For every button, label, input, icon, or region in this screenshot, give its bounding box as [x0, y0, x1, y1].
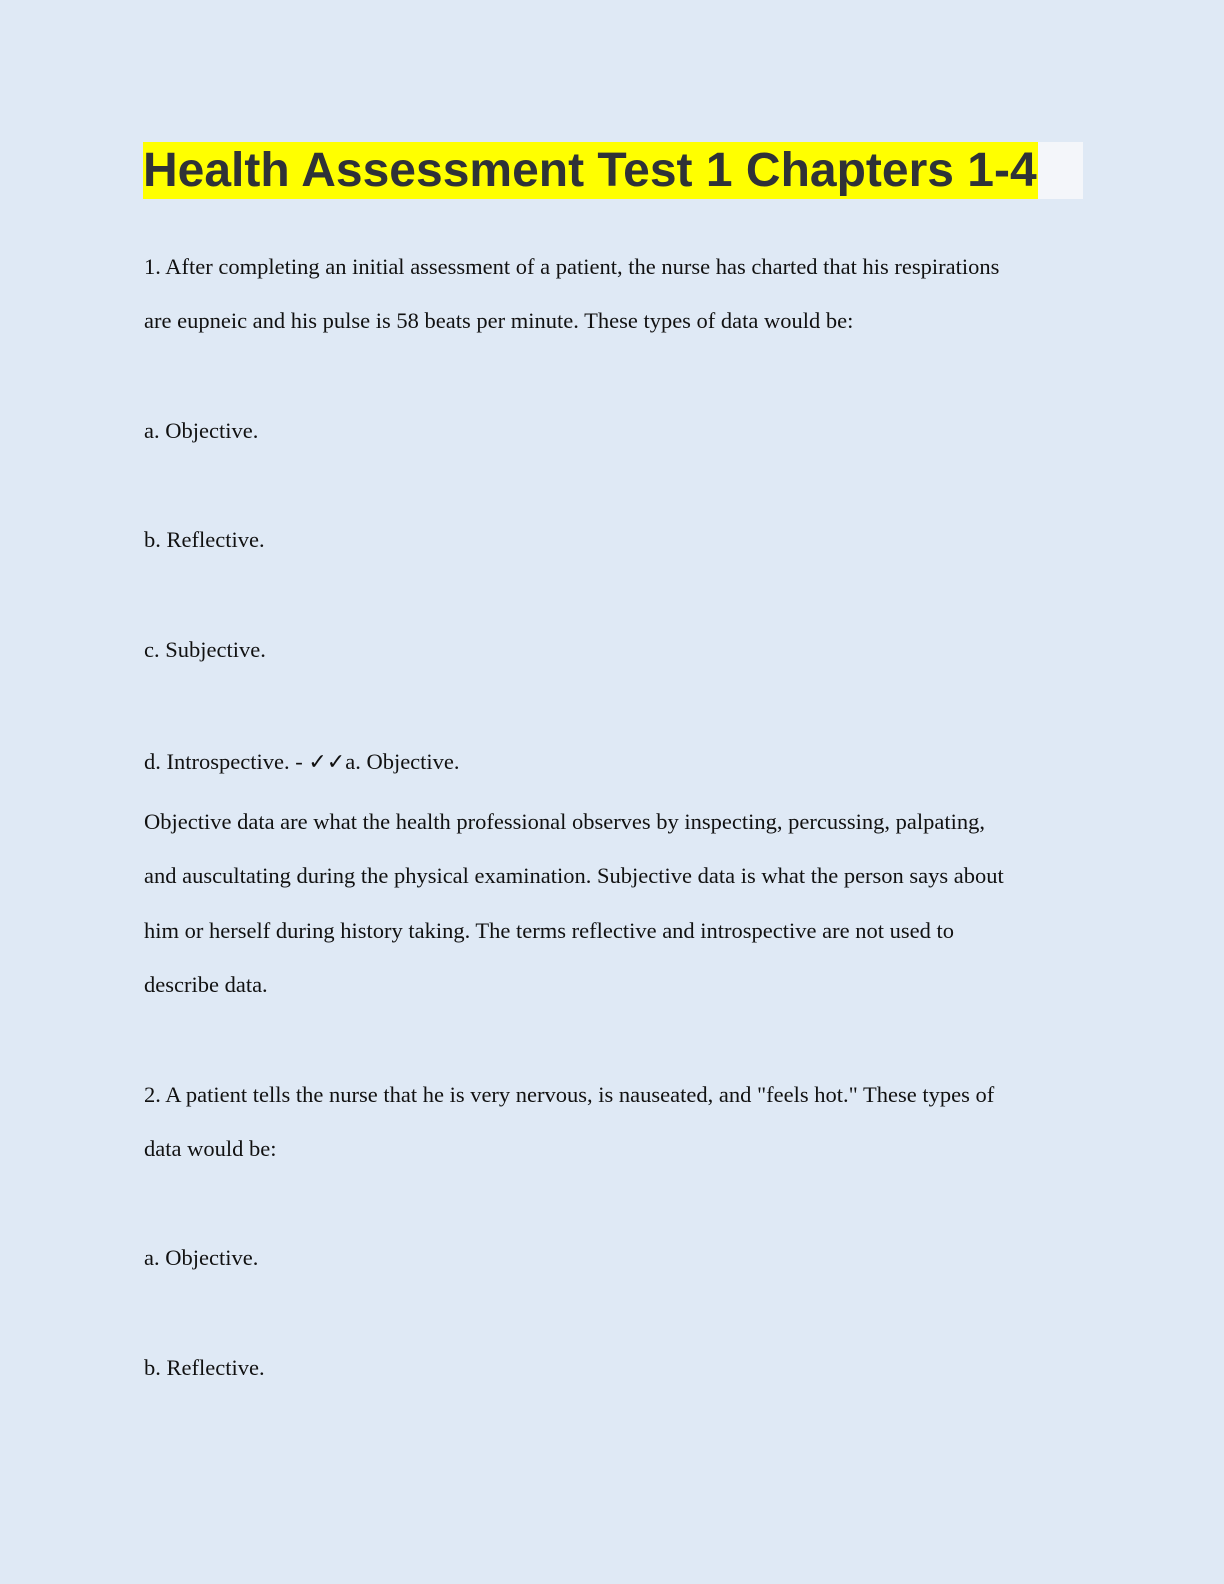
question-1-rationale-line-2: and auscultating during the physical examination. Subjective data is what the person says about — [144, 863, 1004, 888]
title-bar — [143, 142, 1083, 199]
question-1-option-a: a. Objective. — [144, 418, 259, 443]
document-title: Health Assessment Test 1 Chapters 1-4 — [143, 144, 1037, 197]
question-2-option-a: a. Objective. — [144, 1245, 259, 1270]
question-1-rationale-line-1: Objective data are what the health professional observes by inspecting, percussing, palpating, — [144, 809, 985, 834]
question-1-answer: a. Objective. — [345, 749, 460, 774]
question-2-stem-line-1: 2. A patient tells the nurse that he is very nervous, is nauseated, and "feels hot." These types of — [144, 1082, 995, 1107]
checkmark-icon: ✓✓ — [308, 750, 346, 775]
question-1-rationale-line-3: him or herself during history taking. The terms reflective and introspective are not used to — [144, 918, 954, 943]
question-1-rationale-line-4: describe data. — [144, 972, 268, 997]
question-2-option-b: b. Reflective. — [144, 1355, 265, 1380]
question-1-option-b: b. Reflective. — [144, 527, 265, 552]
question-1-stem-line-1: 1. After completing an initial assessment of a patient, the nurse has charted that his respirations — [144, 254, 1000, 279]
question-1-stem-line-2: are eupneic and his pulse is 58 beats per minute. These types of data would be: — [144, 308, 854, 333]
question-1-option-c: c. Subjective. — [144, 637, 266, 662]
question-1-option-d: d. Introspective. - — [144, 749, 309, 774]
question-2-stem-line-2: data would be: — [144, 1136, 277, 1161]
question-1-option-d-answer — [144, 747, 460, 778]
